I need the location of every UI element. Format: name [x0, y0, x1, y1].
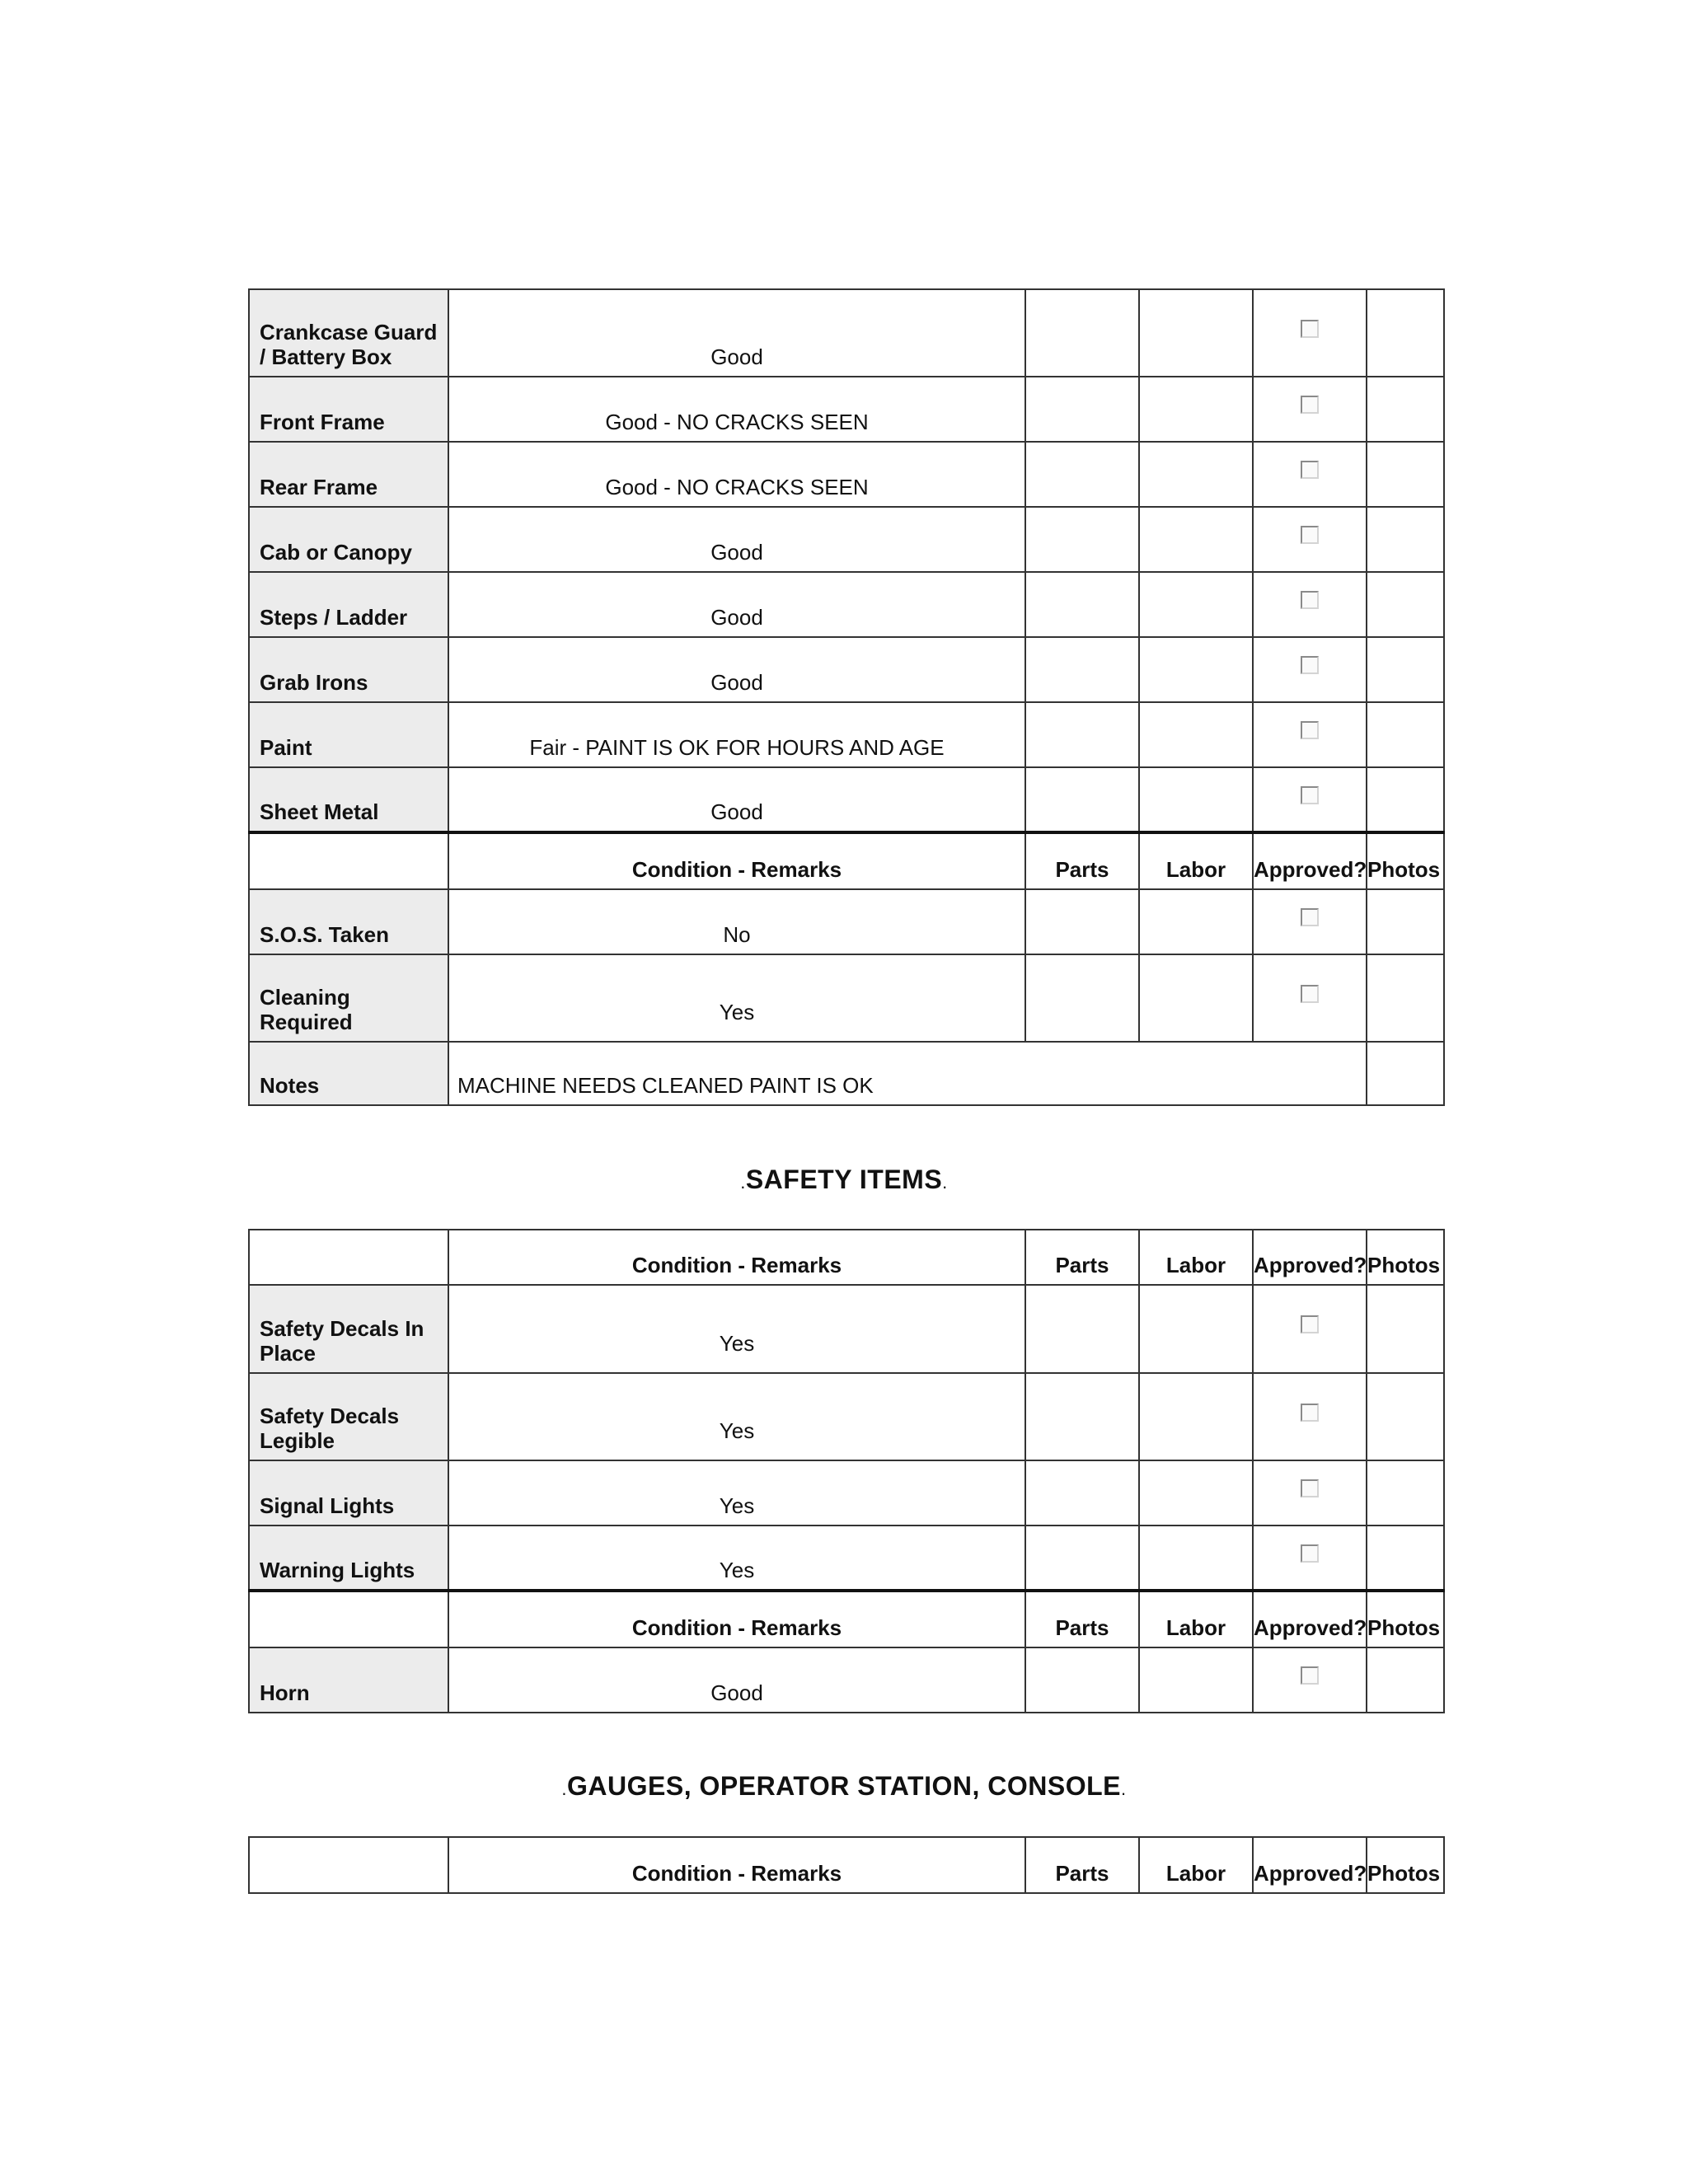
parts-cell[interactable] [1025, 572, 1139, 637]
row-label: Rear Frame [249, 442, 448, 507]
header-blank [249, 1837, 448, 1893]
approved-cell [1253, 442, 1367, 507]
photos-cell[interactable] [1367, 1647, 1444, 1713]
row-label: Crankcase Guard / Battery Box [249, 289, 448, 377]
approved-cell [1253, 289, 1367, 377]
approved-checkbox[interactable] [1301, 1666, 1319, 1685]
labor-cell[interactable] [1139, 702, 1253, 767]
parts-cell[interactable] [1025, 1647, 1139, 1713]
approved-checkbox[interactable] [1301, 461, 1319, 479]
labor-cell[interactable] [1139, 637, 1253, 702]
photos-cell[interactable] [1367, 1460, 1444, 1526]
table-row [249, 889, 1444, 954]
header-condition: Condition - Remarks [448, 1230, 1025, 1285]
parts-cell[interactable] [1025, 377, 1139, 442]
labor-cell[interactable] [1139, 1373, 1253, 1460]
parts-cell[interactable] [1025, 1460, 1139, 1526]
condition-remarks[interactable]: No [448, 889, 1025, 954]
table-row [249, 767, 1444, 832]
labor-cell[interactable] [1139, 442, 1253, 507]
condition-remarks[interactable]: Good [448, 767, 1025, 832]
labor-cell[interactable] [1139, 572, 1253, 637]
parts-cell[interactable] [1025, 1373, 1139, 1460]
row-label: Warning Lights [249, 1526, 448, 1591]
header-approved: Approved? [1253, 1230, 1367, 1285]
row-label: Horn [249, 1647, 448, 1713]
approved-checkbox[interactable] [1301, 1479, 1319, 1497]
parts-cell[interactable] [1025, 889, 1139, 954]
approved-cell [1253, 1285, 1367, 1373]
notes-value[interactable]: MACHINE NEEDS CLEANED PAINT IS OK [448, 1042, 1367, 1105]
table-row [249, 377, 1444, 442]
header-parts: Parts [1025, 1837, 1139, 1893]
safety-items-table [248, 1229, 1445, 1713]
photos-cell[interactable] [1367, 1042, 1444, 1105]
condition-remarks[interactable]: Yes [448, 954, 1025, 1042]
condition-remarks[interactable]: Yes [448, 1373, 1025, 1460]
approved-checkbox[interactable] [1301, 786, 1319, 804]
labor-cell[interactable] [1139, 1647, 1253, 1713]
row-label: Signal Lights [249, 1460, 448, 1526]
column-header-row [249, 1230, 1444, 1285]
header-photos: Photos [1367, 1591, 1444, 1647]
notes-label: Notes [249, 1042, 448, 1105]
inspection-table-1 [248, 288, 1445, 1106]
column-header-row [249, 1837, 1444, 1893]
photos-cell[interactable] [1367, 442, 1444, 507]
approved-checkbox[interactable] [1301, 526, 1319, 544]
header-blank [249, 832, 448, 889]
photos-cell[interactable] [1367, 767, 1444, 832]
approved-cell [1253, 572, 1367, 637]
table-row [249, 1285, 1444, 1373]
photos-cell[interactable] [1367, 507, 1444, 572]
photos-cell[interactable] [1367, 1526, 1444, 1591]
table-row [249, 572, 1444, 637]
table-row [249, 1647, 1444, 1713]
row-label: Safety Decals Legible [249, 1373, 448, 1460]
table-row [249, 289, 1444, 377]
row-label: S.O.S. Taken [249, 889, 448, 954]
condition-remarks[interactable]: Good [448, 507, 1025, 572]
header-labor: Labor [1139, 832, 1253, 889]
condition-remarks[interactable]: Good [448, 1647, 1025, 1713]
approved-checkbox[interactable] [1301, 1404, 1319, 1422]
header-condition: Condition - Remarks [448, 1837, 1025, 1893]
gauges-table [248, 1836, 1445, 1894]
approved-cell [1253, 702, 1367, 767]
condition-remarks[interactable]: Yes [448, 1526, 1025, 1591]
row-label: Paint [249, 702, 448, 767]
approved-checkbox[interactable] [1301, 656, 1319, 674]
parts-cell[interactable] [1025, 289, 1139, 377]
table-row [249, 507, 1444, 572]
header-photos: Photos [1367, 1837, 1444, 1893]
approved-cell [1253, 1460, 1367, 1526]
table-row [249, 1460, 1444, 1526]
photos-cell[interactable] [1367, 889, 1444, 954]
row-label: Front Frame [249, 377, 448, 442]
parts-cell[interactable] [1025, 1526, 1139, 1591]
header-labor: Labor [1139, 1230, 1253, 1285]
labor-cell[interactable] [1139, 889, 1253, 954]
header-parts: Parts [1025, 1591, 1139, 1647]
approved-checkbox[interactable] [1301, 591, 1319, 609]
labor-cell[interactable] [1139, 1285, 1253, 1373]
approved-checkbox[interactable] [1301, 1315, 1319, 1333]
table-row [249, 442, 1444, 507]
approved-cell [1253, 377, 1367, 442]
safety-section-title: .SAFETY ITEMS. [740, 1165, 948, 1194]
header-labor: Labor [1139, 1837, 1253, 1893]
condition-remarks[interactable]: Good [448, 572, 1025, 637]
photos-cell[interactable] [1367, 702, 1444, 767]
header-approved: Approved? [1253, 1837, 1367, 1893]
table-row [249, 702, 1444, 767]
approved-checkbox[interactable] [1301, 985, 1319, 1003]
approved-cell [1253, 637, 1367, 702]
row-label: Safety Decals In Place [249, 1285, 448, 1373]
header-blank [249, 1230, 448, 1285]
approved-cell [1253, 889, 1367, 954]
photos-cell[interactable] [1367, 572, 1444, 637]
table-row [249, 637, 1444, 702]
approved-cell [1253, 1373, 1367, 1460]
labor-cell[interactable] [1139, 954, 1253, 1042]
labor-cell[interactable] [1139, 1526, 1253, 1591]
column-header-row [249, 1591, 1444, 1647]
approved-checkbox[interactable] [1301, 396, 1319, 414]
header-approved: Approved? [1253, 1591, 1367, 1647]
photos-cell[interactable] [1367, 637, 1444, 702]
header-condition: Condition - Remarks [448, 832, 1025, 889]
approved-checkbox[interactable] [1301, 721, 1319, 739]
approved-cell [1253, 767, 1367, 832]
table-row [249, 954, 1444, 1042]
labor-cell[interactable] [1139, 767, 1253, 832]
parts-cell[interactable] [1025, 507, 1139, 572]
parts-cell[interactable] [1025, 954, 1139, 1042]
row-label: Sheet Metal [249, 767, 448, 832]
row-label: Grab Irons [249, 637, 448, 702]
labor-cell[interactable] [1139, 377, 1253, 442]
condition-remarks[interactable]: Good - NO CRACKS SEEN [448, 377, 1025, 442]
approved-checkbox[interactable] [1301, 1544, 1319, 1563]
header-blank [249, 1591, 448, 1647]
column-header-row [249, 832, 1444, 889]
approved-cell [1253, 1647, 1367, 1713]
parts-cell[interactable] [1025, 767, 1139, 832]
parts-cell[interactable] [1025, 1285, 1139, 1373]
header-parts: Parts [1025, 1230, 1139, 1285]
parts-cell[interactable] [1025, 637, 1139, 702]
table-row [249, 1526, 1444, 1591]
header-approved: Approved? [1253, 832, 1367, 889]
condition-remarks[interactable]: Yes [448, 1460, 1025, 1526]
photos-cell[interactable] [1367, 1285, 1444, 1373]
approved-cell [1253, 1526, 1367, 1591]
parts-cell[interactable] [1025, 702, 1139, 767]
condition-remarks[interactable]: Yes [448, 1285, 1025, 1373]
row-label: Steps / Ladder [249, 572, 448, 637]
labor-cell[interactable] [1139, 1460, 1253, 1526]
table-row [249, 1373, 1444, 1460]
safety-title-text: SAFETY ITEMS [745, 1165, 943, 1194]
condition-remarks[interactable]: Good [448, 637, 1025, 702]
notes-row [249, 1042, 1444, 1105]
gauges-section-title: .GAUGES, OPERATOR STATION, CONSOLE. [561, 1771, 1127, 1801]
condition-remarks[interactable]: Good - NO CRACKS SEEN [448, 442, 1025, 507]
photos-cell[interactable] [1367, 289, 1444, 377]
parts-cell[interactable] [1025, 442, 1139, 507]
photos-cell[interactable] [1367, 1373, 1444, 1460]
condition-remarks[interactable]: Good [448, 289, 1025, 377]
labor-cell[interactable] [1139, 507, 1253, 572]
row-label: Cleaning Required [249, 954, 448, 1042]
approved-checkbox[interactable] [1301, 320, 1319, 338]
approved-cell [1253, 507, 1367, 572]
condition-remarks[interactable]: Fair - PAINT IS OK FOR HOURS AND AGE [448, 702, 1025, 767]
labor-cell[interactable] [1139, 289, 1253, 377]
approved-cell [1253, 954, 1367, 1042]
header-parts: Parts [1025, 832, 1139, 889]
header-condition: Condition - Remarks [448, 1591, 1025, 1647]
photos-cell[interactable] [1367, 954, 1444, 1042]
row-label: Cab or Canopy [249, 507, 448, 572]
approved-checkbox[interactable] [1301, 908, 1319, 926]
gauges-title-text: GAUGES, OPERATOR STATION, CONSOLE [567, 1771, 1121, 1801]
header-photos: Photos [1367, 1230, 1444, 1285]
photos-cell[interactable] [1367, 377, 1444, 442]
header-photos: Photos [1367, 832, 1444, 889]
header-labor: Labor [1139, 1591, 1253, 1647]
